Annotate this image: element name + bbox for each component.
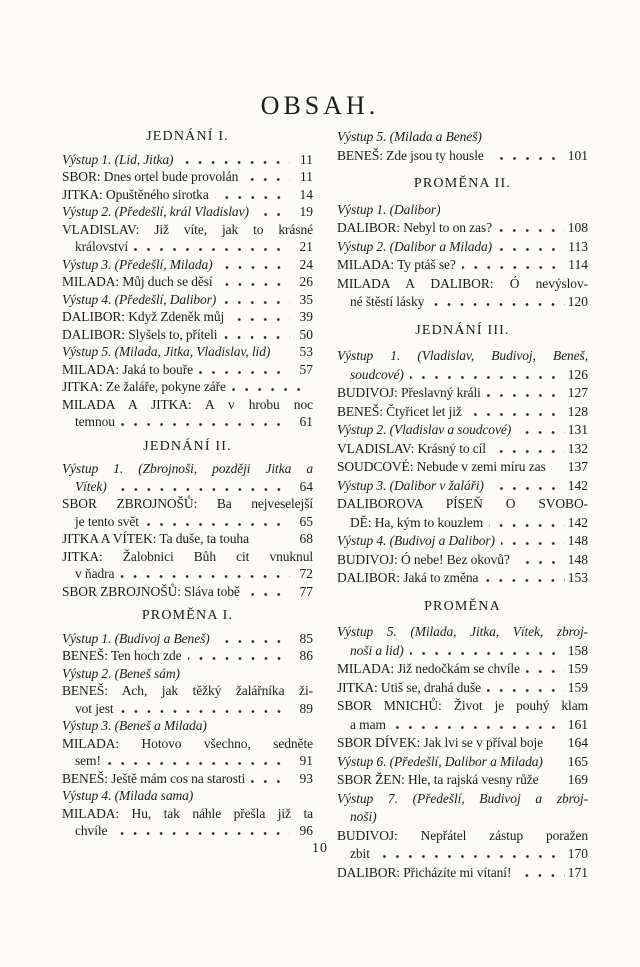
toc-entry <box>62 700 313 718</box>
leader-dots <box>487 394 565 397</box>
leader-dots <box>517 874 564 877</box>
page-ref: 24 <box>299 256 313 272</box>
entry-line: SBOR MNICHŮ: Život je pouhý klam <box>337 698 588 713</box>
section-heading: JEDNÁNÍ I. <box>146 129 229 144</box>
leader-spacer <box>199 797 310 800</box>
entry-text: JITKA: Utiš se, drahá duše <box>337 679 481 695</box>
entry-line: BUDIVOJ: Nepřátel zástup poražen <box>337 827 588 843</box>
entry-text: JITKA: Opuštěného sirotka <box>62 186 209 202</box>
toc-entry <box>62 822 313 840</box>
page-ref: 159 <box>567 661 588 676</box>
toc-entry <box>62 565 313 583</box>
page-ref: 148 <box>567 551 588 567</box>
toc-entry <box>337 440 588 459</box>
entry-text: SOUDCOVÉ: Nebude v zemi míru zas <box>337 459 546 474</box>
toc-entry <box>62 413 313 431</box>
section-heading: PROMĚNA II. <box>413 176 512 191</box>
entry-text: soudcové) <box>350 366 404 382</box>
page-ref: 86 <box>299 648 313 663</box>
page-ref: 68 <box>299 531 313 546</box>
entry-text: BENEŠ: Zde jsou ty housle <box>337 147 484 163</box>
page-ref: 159 <box>567 679 588 695</box>
leader-spacer <box>186 675 310 678</box>
page-ref: 96 <box>299 823 313 838</box>
toc-entry <box>337 753 588 772</box>
leader-dots <box>410 376 565 379</box>
entry-text: SBOR: Dnes ortel bude provolán <box>62 169 239 184</box>
toc-entry <box>337 403 588 422</box>
section-heading: PROMĚNA <box>424 598 501 614</box>
leader-dots <box>219 283 290 286</box>
toc-entry <box>62 513 313 531</box>
toc-entry <box>62 378 313 396</box>
leader-dots <box>492 450 565 453</box>
leader-dots <box>188 657 290 660</box>
page-ref: 126 <box>567 366 588 382</box>
entry-text: DALIBOR: Přicházíte mi vítaní! <box>337 864 512 880</box>
toc-entry <box>62 291 313 309</box>
leader-dots <box>120 710 290 713</box>
page-ref: 164 <box>567 735 588 750</box>
toc-entry <box>337 128 588 147</box>
page-ref: 120 <box>567 294 588 309</box>
page-ref: 128 <box>567 403 588 419</box>
toc-entry <box>337 477 588 496</box>
entry-text: v ňadra <box>75 566 115 581</box>
entry-line: Výstup 1. (Zbrojnoši, později Jitka a <box>62 461 313 476</box>
page-number: 10 <box>312 841 328 856</box>
page-ref: 91 <box>299 753 313 768</box>
toc-entry <box>62 308 313 326</box>
entry-text: MILADA: Již nedočkám se chvíle <box>337 661 520 676</box>
entry-text: VLADISLAV: Krásný to cíl <box>337 440 486 456</box>
leader-spacer <box>255 540 290 543</box>
entry-text: vot jest <box>75 700 114 716</box>
leader-dots <box>107 762 290 765</box>
toc-entry <box>337 864 588 883</box>
entry-text: BUDIVOJ: Ó nebe! Bez okovů? <box>337 551 510 567</box>
page-ref: 21 <box>299 239 313 254</box>
leader-dots <box>120 575 290 578</box>
leader-spacer <box>545 781 565 784</box>
toc-entry <box>337 384 588 403</box>
entry-line: Výstup 1. (Vladislav, Budivoj, Beneš, <box>337 348 588 363</box>
section-heading: PROMĚNA I. <box>141 608 234 623</box>
toc-section <box>62 607 313 840</box>
leader-dots <box>134 248 290 251</box>
leader-dots <box>113 488 290 491</box>
entry-line: Výstup 7. (Předešlí, Budivoj a zbroj- <box>337 790 588 806</box>
page-ref: 89 <box>299 700 313 716</box>
entry-text: Vítek) <box>75 478 107 494</box>
page-ref: 148 <box>567 533 588 548</box>
toc-entry <box>62 151 313 169</box>
page-ref: 113 <box>568 238 588 254</box>
entry-text: království <box>75 239 128 254</box>
entry-text: BUDIVOJ: Přeslavný králi <box>337 385 481 400</box>
toc-entry <box>337 366 588 385</box>
toc-entry <box>62 326 313 344</box>
toc-entry <box>337 514 588 533</box>
toc-entry <box>62 343 313 361</box>
page-ref: 65 <box>299 513 313 529</box>
toc-entry <box>337 532 588 551</box>
entry-text: Výstup 2. (Vladislav a soudcové) <box>337 422 512 437</box>
toc-entry <box>62 256 313 274</box>
leader-dots <box>517 431 565 434</box>
leader-spacer <box>383 818 585 821</box>
entry-text: DALIBOR: Když Zdeněk můj <box>62 309 225 324</box>
entry-text: noši) <box>350 809 377 824</box>
entry-text: JITKA: Ze žaláře, pokyne záře <box>62 379 226 394</box>
toc-entry <box>62 238 313 256</box>
page-ref: 108 <box>567 220 588 235</box>
leader-dots <box>219 266 290 269</box>
toc-section <box>337 322 588 588</box>
toc-section <box>337 598 588 883</box>
toc-entry <box>62 717 313 735</box>
entry-line: DALIBOROVA PÍSEŇ O SVOBO- <box>337 496 588 511</box>
toc-columns <box>62 128 588 882</box>
leader-dots <box>484 579 564 582</box>
page-ref: 11 <box>300 169 313 184</box>
toc-entry <box>62 273 313 291</box>
page-ref: 171 <box>567 864 588 880</box>
toc-entry <box>337 716 588 735</box>
leader-dots <box>251 780 290 783</box>
page-ref: 153 <box>567 570 588 585</box>
page-ref: 101 <box>567 147 588 163</box>
entry-text: Výstup 3. (Předešlí, Milada) <box>62 256 213 272</box>
leader-dots <box>223 336 290 339</box>
toc-entry <box>337 458 588 477</box>
entry-text: Výstup 1. (Dalibor) <box>337 201 441 217</box>
page-ref: 158 <box>567 642 588 658</box>
toc-entry <box>62 770 313 788</box>
page-ref: 142 <box>567 514 588 530</box>
leader-dots <box>121 423 290 426</box>
entry-text: MILADA: Jaká to bouře <box>62 361 193 377</box>
page-ref: 131 <box>567 422 588 437</box>
page-ref: 50 <box>299 326 313 342</box>
toc-entry <box>337 808 588 827</box>
leader-spacer <box>488 138 585 141</box>
leader-dots <box>501 542 565 545</box>
entry-line: VLADISLAV: Již víte, jak to krásné <box>62 221 313 237</box>
toc-section <box>337 175 588 312</box>
entry-text: DALIBOR: Slyšels to, příteli <box>62 326 218 342</box>
toc-entry <box>62 752 313 770</box>
page-ref: 57 <box>299 361 313 377</box>
entry-line: MILADA A JITKA: A v hrobu noc <box>62 396 313 412</box>
entry-text: DALIBOR: Nebyl to on zas? <box>337 220 492 235</box>
leader-spacer <box>549 744 565 747</box>
entry-text: Výstup 5. (Milada a Beneš) <box>337 129 482 144</box>
toc-entry <box>337 734 588 753</box>
leader-dots <box>215 196 290 199</box>
entry-text: sem! <box>75 753 101 768</box>
toc-entry <box>62 583 313 601</box>
entry-text: BENEŠ: Ještě mám cos na starosti <box>62 770 246 786</box>
leader-dots <box>462 266 565 269</box>
entry-line: JITKA: Žalobnici Bůh cit vnuknul <box>62 548 313 564</box>
entry-text: temnou <box>75 414 115 429</box>
page-ref: 132 <box>567 440 588 456</box>
entry-text: Výstup 3. (Dalibor v žaláři) <box>337 477 484 493</box>
toc-section <box>62 128 313 431</box>
entry-text: BENEŠ: Ten hoch zde <box>62 648 182 663</box>
leader-dots <box>490 487 565 490</box>
toc-entry <box>337 421 588 440</box>
leader-dots <box>230 318 290 321</box>
toc-entry <box>337 551 588 570</box>
toc-column-right <box>337 128 588 882</box>
leader-dots <box>489 524 565 527</box>
leader-dots <box>468 413 565 416</box>
page-ref: 14 <box>299 186 313 202</box>
section-heading: JEDNÁNÍ II. <box>143 438 232 454</box>
toc-entry <box>62 168 313 186</box>
leader-dots <box>430 303 565 306</box>
entry-text: Výstup 2. (Beneš sám) <box>62 665 180 681</box>
page-ref: 61 <box>299 414 313 429</box>
entry-text: a mam <box>350 716 386 732</box>
entry-text: Výstup 6. (Předešlí, Dalibor a Milada) <box>337 753 543 769</box>
toc-entry <box>62 186 313 204</box>
toc-entry <box>337 293 588 312</box>
toc-entry <box>337 679 588 698</box>
entry-text: MILADA: Můj duch se děsí <box>62 274 213 289</box>
toc-entry <box>337 238 588 257</box>
leader-spacer <box>549 763 565 766</box>
page-ref: 35 <box>299 291 313 307</box>
leader-dots <box>516 561 565 564</box>
toc-entry <box>337 642 588 661</box>
leader-dots <box>113 832 290 835</box>
toc-entry <box>337 660 588 679</box>
page-ref: 26 <box>299 274 313 289</box>
toc-section <box>62 438 313 601</box>
page-ref: 142 <box>567 477 588 493</box>
toc-entry <box>62 203 313 221</box>
leader-dots <box>246 593 290 596</box>
entry-text: Výstup 4. (Milada sama) <box>62 788 194 803</box>
leader-dots <box>526 670 565 673</box>
toc-entry <box>62 530 313 548</box>
leader-spacer <box>213 727 310 730</box>
toc-entry <box>62 647 313 665</box>
entry-text: Výstup 2. (Dalibor a Milada) <box>337 238 493 254</box>
toc-entry <box>337 219 588 238</box>
toc-entry <box>337 569 588 588</box>
leader-dots <box>490 157 565 160</box>
leader-dots <box>487 689 565 692</box>
entry-line: MILADA: Hu, tak náhle přešla již ta <box>62 805 313 821</box>
page-ref: 165 <box>567 753 588 769</box>
leader-spacer <box>446 211 585 214</box>
page-ref: 127 <box>567 385 588 400</box>
leader-dots <box>498 229 565 232</box>
entry-text: je tento svět <box>75 513 139 529</box>
page-ref: 161 <box>567 716 588 732</box>
entry-line: MILADA A DALIBOR: Ó nevýslov- <box>337 275 588 291</box>
toc-entry <box>62 665 313 683</box>
toc-section <box>337 128 588 165</box>
toc-entry <box>62 478 313 496</box>
toc-entry <box>337 771 588 790</box>
page-ref: 169 <box>567 772 588 787</box>
page-ref: 64 <box>299 478 313 494</box>
entry-text: Výstup 3. (Beneš a Milada) <box>62 718 207 733</box>
toc-entry <box>337 147 588 166</box>
leader-dots <box>392 726 565 729</box>
entry-text: Výstup 5. (Milada, Jitka, Vladislav, lid) <box>62 344 271 359</box>
toc-entry <box>62 361 313 379</box>
entry-text: Výstup 2. (Předešlí, král Vladislav) <box>62 204 249 219</box>
leader-dots <box>244 178 290 181</box>
toc-entry <box>62 787 313 805</box>
toc-entry <box>337 256 588 275</box>
entry-text: MILADA: Ty ptáš se? <box>337 257 456 272</box>
leader-dots <box>145 523 290 526</box>
entry-text: BENEŠ: Čtyřicet let již <box>337 403 462 419</box>
entry-text: zbit <box>350 846 370 861</box>
leader-dots <box>498 248 565 251</box>
leader-dots <box>216 640 290 643</box>
page-ref: 11 <box>300 151 313 167</box>
entry-text: Výstup 4. (Předešlí, Dalibor) <box>62 291 217 307</box>
toc-entry <box>62 630 313 648</box>
page-ref: 19 <box>299 204 313 219</box>
toc-entry <box>337 201 588 220</box>
leader-dots <box>199 371 290 374</box>
leader-dots <box>179 161 290 164</box>
page-title: OBSAH. <box>260 91 380 121</box>
leader-dots <box>222 301 290 304</box>
entry-text: Výstup 1. (Budivoj a Beneš) <box>62 630 210 646</box>
leader-dots <box>410 652 565 655</box>
page-ref: 93 <box>299 770 313 786</box>
page-ref: 85 <box>299 630 313 646</box>
toc-column-left <box>62 128 313 882</box>
leader-dots <box>232 388 310 391</box>
entry-line: SBOR ZBROJNOŠŮ: Ba nejveselejší <box>62 496 313 511</box>
entry-text: noši a lid) <box>350 642 404 658</box>
page-ref: 114 <box>568 257 588 272</box>
leader-spacer <box>276 353 290 356</box>
entry-text: Výstup 1. (Lid, Jitka) <box>62 151 174 167</box>
page-ref: 53 <box>299 344 313 359</box>
leader-spacer <box>552 468 565 471</box>
entry-line: MILADA: Hotovo všechno, sedněte <box>62 735 313 751</box>
entry-text: SBOR DÍVEK: Jak lvi se v příval boje <box>337 735 544 750</box>
entry-text: né štěstí lásky <box>350 294 425 309</box>
entry-text: SBOR ZBROJNOŠŮ: Sláva tobě <box>62 583 240 599</box>
entry-text: chvíle <box>75 823 108 838</box>
entry-text: DĚ: Ha, kým to kouzlem <box>350 514 484 530</box>
section-heading: JEDNÁNÍ III. <box>415 322 510 338</box>
entry-text: Výstup 4. (Budivoj a Dalibor) <box>337 533 495 548</box>
page-ref: 170 <box>567 846 588 861</box>
page-ref: 137 <box>567 459 588 474</box>
entry-text: JITKA A VÍTEK: Ta duše, ta touha <box>62 531 249 546</box>
page-ref: 72 <box>299 566 313 581</box>
page-ref: 77 <box>299 583 313 599</box>
entry-text: DALIBOR: Jaká to změna <box>337 570 479 585</box>
leader-dots <box>255 213 290 216</box>
entry-line: Výstup 5. (Milada, Jitka, Vítek, zbroj- <box>337 624 588 639</box>
entry-line: BENEŠ: Ach, jak těžký žalářníka ži- <box>62 683 313 698</box>
entry-text: SBOR ŽEN: Hle, ta rajská vesny růže <box>337 772 539 787</box>
page-ref: 39 <box>299 309 313 324</box>
